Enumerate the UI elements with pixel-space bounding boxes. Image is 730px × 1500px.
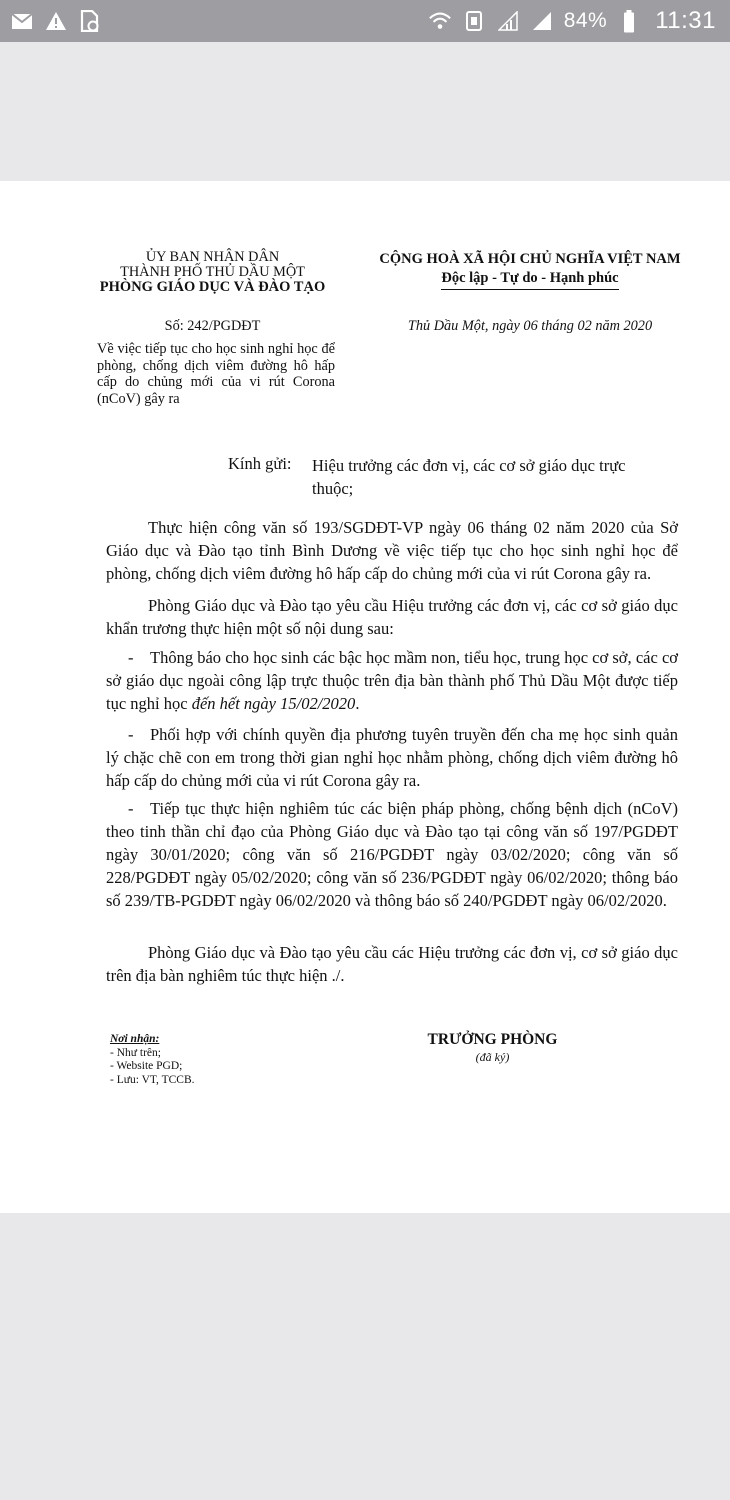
bullet-1-end: .: [355, 694, 360, 713]
sim-icon: [462, 9, 486, 33]
wifi-icon: [428, 9, 452, 33]
kinh-gui-recipients: Hiệu trưởng các đơn vị, các cơ sở giáo dục trực thuộc;: [312, 456, 626, 498]
bullet-item-3: [106, 797, 678, 912]
status-bar-right: [428, 7, 716, 35]
kinh-gui-label: Kính gửi:: [228, 454, 292, 473]
bullet-1-text: Thông báo cho học sinh các bậc học mầm non, tiểu học, trung học cơ sở, các cơ sở giáo dục ngoài công lập trực thuộc trên địa bàn thành phố Thủ Dầu Một được tiếp tục nghỉ học: [106, 648, 678, 713]
recipient-item: - Lưu: VT, TCCB.: [110, 1073, 195, 1086]
status-bar: [0, 0, 730, 42]
recipient-item: - Như trên;: [110, 1046, 161, 1059]
national-header: [370, 250, 690, 290]
document-subject: Về việc tiếp tục cho học sinh nghỉ học để phòng, chống dịch viêm đường hô hấp cấp do chủng mới của vi rút Corona (nCoV) gây ra: [97, 341, 335, 407]
recipients-title: Nơi nhận:: [110, 1033, 160, 1045]
document-number: Số: 242/PGDĐT: [164, 318, 261, 334]
bullet-dash: -: [128, 648, 134, 667]
file-sync-icon: [78, 9, 102, 33]
bullet-2-text: Phối hợp với chính quyền địa phương tuyên truyền đến cha mẹ học sinh quản lý chặc chẽ con em trong thời gian nghỉ học nhằm phòng, chống dịch viêm đường hô hấp cấp do chủng mới của vi rút Corona gây ra.: [106, 725, 678, 790]
signal-icon: [496, 9, 520, 33]
national-motto: Độc lập - Tự do - Hạnh phúc: [441, 269, 618, 290]
bullet-item-2: [106, 723, 678, 792]
bullet-1-emphasis: đến hết ngày 15/02/2020: [191, 694, 356, 713]
recipient-item: - Website PGD;: [110, 1060, 183, 1072]
signed-note: (đã ký): [475, 1050, 510, 1064]
mail-icon: [10, 9, 34, 33]
issuer-header: [70, 250, 355, 295]
issuer-line-1: ỦY BAN NHÂN DÂN: [145, 249, 280, 265]
signer-role: TRƯỞNG PHÒNG: [427, 1031, 558, 1048]
battery-percent: 84%: [563, 9, 608, 32]
status-bar-left: [10, 9, 102, 33]
signature-block: [410, 1031, 575, 1065]
warning-icon: [44, 9, 68, 33]
document-date: Thủ Dầu Một, ngày 06 tháng 02 năm 2020: [407, 318, 653, 334]
bullet-dash: -: [128, 725, 134, 744]
national-title: CỘNG HOÀ XÃ HỘI CHỦ NGHĨA VIỆT NAM: [379, 251, 681, 267]
battery-icon: [617, 9, 641, 33]
recipients-block: [110, 1033, 195, 1087]
paragraph-1: Thực hiện công văn số 193/SGDĐT-VP ngày 06 tháng 02 năm 2020 của Sở Giáo dục và Đào tạo tỉnh Bình Dương về việc tiếp tục cho học sinh nghỉ học để phòng, chống dịch viêm đường hô hấp cấp do chủng mới của vi rút Corona gây ra.: [106, 518, 678, 583]
issuer-line-2: THÀNH PHỐ THỦ DẦU MỘT: [120, 264, 305, 280]
bullet-3-text: Tiếp tục thực hiện nghiêm túc các biện pháp phòng, chống bệnh dịch (nCoV) theo tinh thần chỉ đạo của Phòng Giáo dục và Đào tạo tại công văn số 197/PGDĐT ngày 30/01/2020; công văn số 216/PGDĐT ngày 03/02/2020; công văn số 228/PGDĐT ngày 05/02/2020; công văn số 236/PGDĐT ngày 06/02/2020; thông báo số 239/TB-PGDĐT ngày 06/02/2020 và thông báo số 240/PGDĐT ngày 06/02/2020.: [106, 799, 678, 910]
issuer-line-3: PHÒNG GIÁO DỤC VÀ ĐÀO TẠO: [99, 279, 326, 295]
paragraph-3: Phòng Giáo dục và Đào tạo yêu cầu các Hiệu trưởng các đơn vị, cơ sở giáo dục trên địa bàn nghiêm túc thực hiện ./.: [106, 943, 678, 985]
bullet-item-1: [106, 646, 678, 715]
bullet-dash: -: [128, 799, 134, 818]
signal-icon-2: [530, 9, 554, 33]
paragraph-2: Phòng Giáo dục và Đào tạo yêu cầu Hiệu trưởng các đơn vị, các cơ sở giáo dục khẩn trương thực hiện một số nội dung sau:: [106, 596, 678, 638]
document-page: [0, 181, 730, 1213]
clock-time: 11:31: [655, 7, 716, 34]
